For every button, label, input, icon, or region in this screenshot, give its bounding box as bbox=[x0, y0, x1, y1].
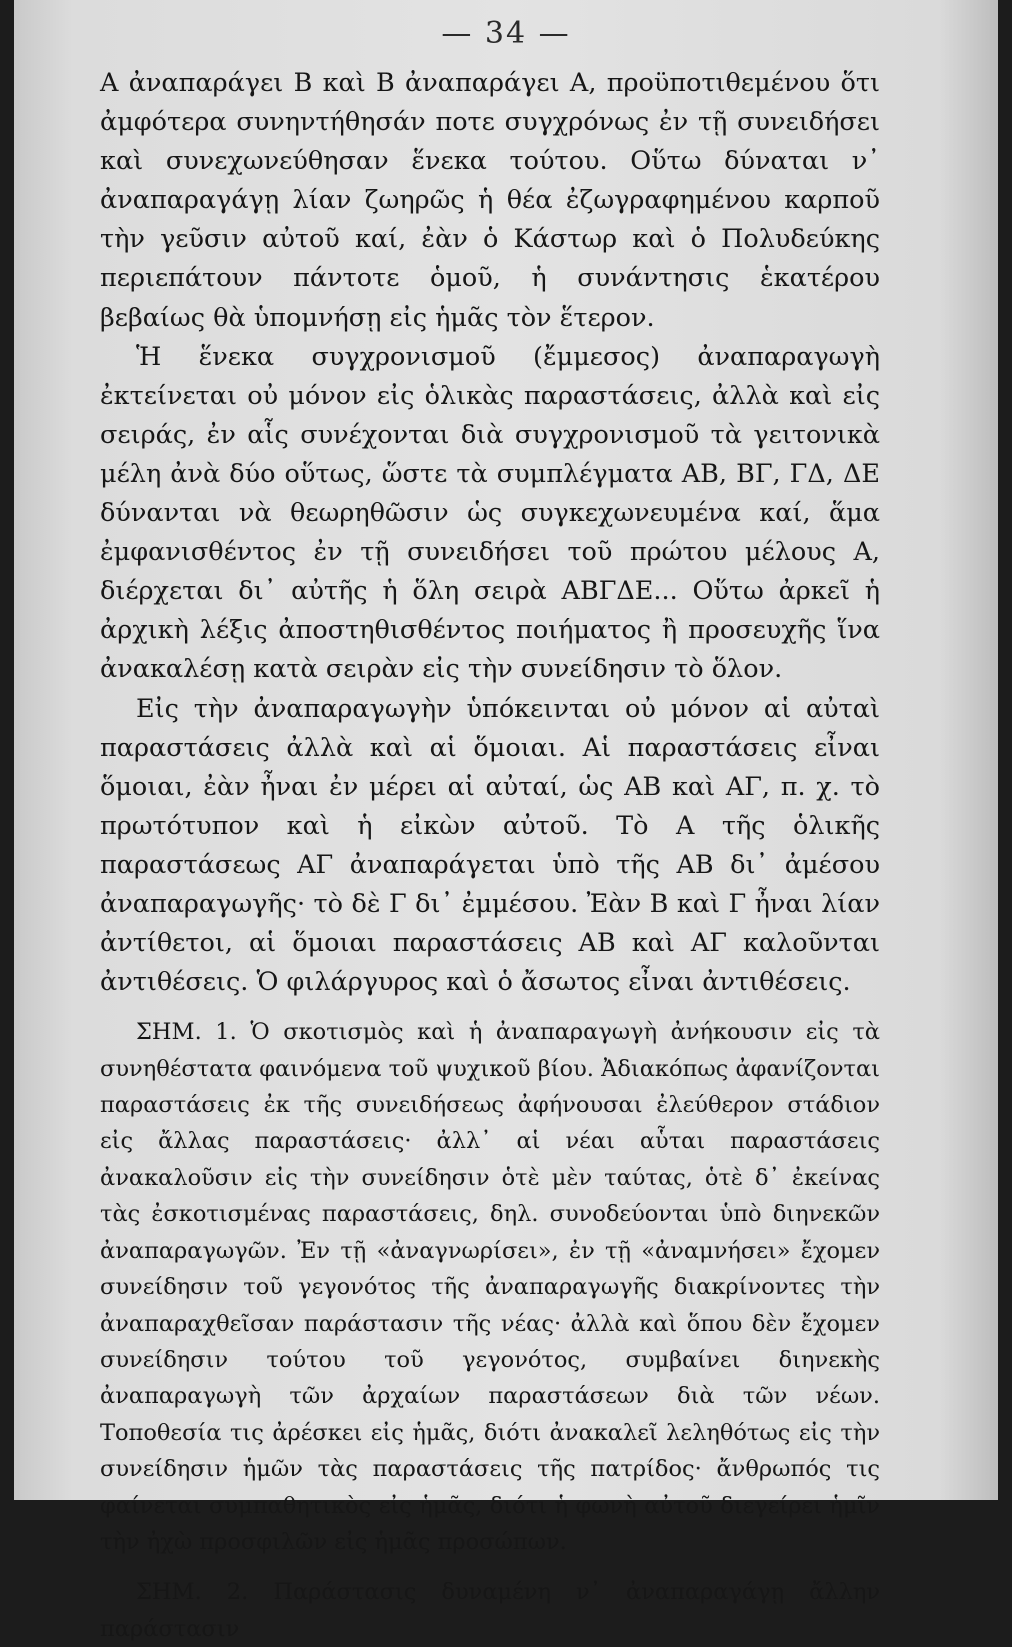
book-page bbox=[14, 0, 998, 1642]
paragraph-2: Ἡ ἕνεκα συγχρονισμοῦ (ἔμμεσος) ἀναπαραγωγὴ ἐκτείνεται οὐ μόνον εἰς ὁλικὰς παραστάσεις, ἀλλὰ καὶ εἰς σειράς, ἐν αἷς συνέχονται διὰ συγχρονισμοῦ τὰ γειτονικὰ μέλη ἀνὰ δύο οὕτως, ὥστε τὰ συμπλέγματα ΑΒ, ΒΓ, ΓΔ, ΔΕ δύνανται νὰ θεωρηθῶσιν ὡς συγκεχωνευμένα καί, ἅμα ἐμφανισθέντος ἐν τῇ συνειδήσει τοῦ πρώτου μέλους Α, διέρχεται δι᾽ αὐτῆς ἡ ὅλη σειρὰ ΑΒΓΔΕ... Οὕτω ἀρκεῖ ἡ ἀρχικὴ λέξις ἀποστηθισθέντος ποιήματος ἢ προσευχῆς ἵνα ἀνακαλέσῃ κατὰ σειρὰν εἰς τὴν συνείδησιν τὸ ὅλον. bbox=[100, 341, 880, 685]
spacer bbox=[100, 1560, 880, 1574]
note-1: ΣΗΜ. 1. Ὁ σκοτισμὸς καὶ ἡ ἀναπαραγωγὴ ἀνήκουσιν εἰς τὰ συνηθέστατα φαινόμενα τοῦ ψυχικοῦ βίου. Ἀδιακόπως ἀφανίζονται παραστάσεις ἐκ τῆς συνειδήσεως ἀφήνουσαι ἐλεύθερον στάδιον εἰς ἄλλας παραστάσεις· ἀλλ᾽ αἱ νέαι αὗται παραστάσεις ἀνακαλοῦσιν εἰς τὴν συνείδησιν ὁτὲ μὲν ταύτας, ὁτὲ δ᾽ ἐκείνας τὰς ἐσκοτισμένας παραστάσεις, δηλ. συνοδεύονται ὑπὸ διηνεκῶν ἀναπαραγωγῶν. Ἐν τῇ «ἀναγνωρίσει», ἐν τῇ «ἀναμνήσει» ἔχομεν συνείδησιν τοῦ γεγονότος τῆς ἀναπαραγωγῆς διακρίνοντες τὴν ἀναπαραχθεῖσαν παράστασιν τῆς νέας· ἀλλὰ καὶ ὅπου δὲν ἔχομεν συνείδησιν τούτου τοῦ γεγονότος, συμβαίνει διηνεκὴς ἀναπαραγωγὴ τῶν ἀρχαίων παραστάσεων διὰ τῶν νέων. Τοποθεσία τις ἀρέσκει εἰς ἡμᾶς, διότι ἀνακαλεῖ λεληθότως εἰς τὴν συνείδησιν ἡμῶν τὰς παραστάσεις τῆς πατρίδος· ἄνθρωπός τις φαίνεται συμπαθητικὸς εἰς ἡμᾶς, διότι ἡ φωνὴ αὐτοῦ διεγείρει ἡμῖν τὴν ἠχὼ προσφιλῶν εἰς ἡμᾶς προσώπων. bbox=[100, 1019, 880, 1555]
page-body bbox=[100, 64, 880, 1647]
page-number: — 34 — bbox=[441, 16, 571, 51]
note-2: ΣΗΜ. 2. Παράστασις δυναμένη ν᾽ ἀναπαραγάγῃ ἄλλην παράστασιν bbox=[100, 1579, 880, 1642]
spacer bbox=[100, 1002, 880, 1014]
paragraph-1: Α ἀναπαράγει Β καὶ Β ἀναπαράγει Α, προϋποτιθεμένου ὅτι ἀμφότερα συνηντήθησάν ποτε συγχρόνως ἐν τῇ συνειδήσει καὶ συνεχωνεύθησαν ἕνεκα τούτου. Οὕτω δύναται ν᾽ ἀναπαραγάγῃ λίαν ζωηρῶς ἡ θέα ἐζωγραφημένου καρποῦ τὴν γεῦσιν αὐτοῦ καί, ἐὰν ὁ Κάστωρ καὶ ὁ Πολυδεύκης περιεπάτουν πάντοτε ὁμοῦ, ἡ συνάντησις ἑκατέρου βεβαίως θὰ ὑπομνήσῃ εἰς ἡμᾶς τὸν ἕτερον. bbox=[100, 68, 880, 333]
paragraph-3: Εἰς τὴν ἀναπαραγωγὴν ὑπόκεινται οὐ μόνον αἱ αὐταὶ παραστάσεις ἀλλὰ καὶ αἱ ὅμοιαι. Αἱ παραστάσεις εἶναι ὅμοιαι, ἐὰν ἦναι ἐν μέρει αἱ αὐταί, ὡς ΑΒ καὶ ΑΓ, π. χ. τὸ πρωτότυπον καὶ ἡ εἰκὼν αὐτοῦ. Τὸ Α τῆς ὁλικῆς παραστάσεως ΑΓ ἀναπαράγεται ὑπὸ τῆς ΑΒ δι᾽ ἀμέσου ἀναπαραγωγῆς· τὸ δὲ Γ δι᾽ ἐμμέσου. Ἐὰν Β καὶ Γ ἦναι λίαν ἀντίθετοι, αἱ ὅμοιαι παραστάσεις ΑΒ καὶ ΑΓ καλοῦνται ἀντιθέσεις. Ὁ φιλάργυρος καὶ ὁ ἄσωτος εἶναι ἀντιθέσεις. bbox=[100, 693, 880, 998]
